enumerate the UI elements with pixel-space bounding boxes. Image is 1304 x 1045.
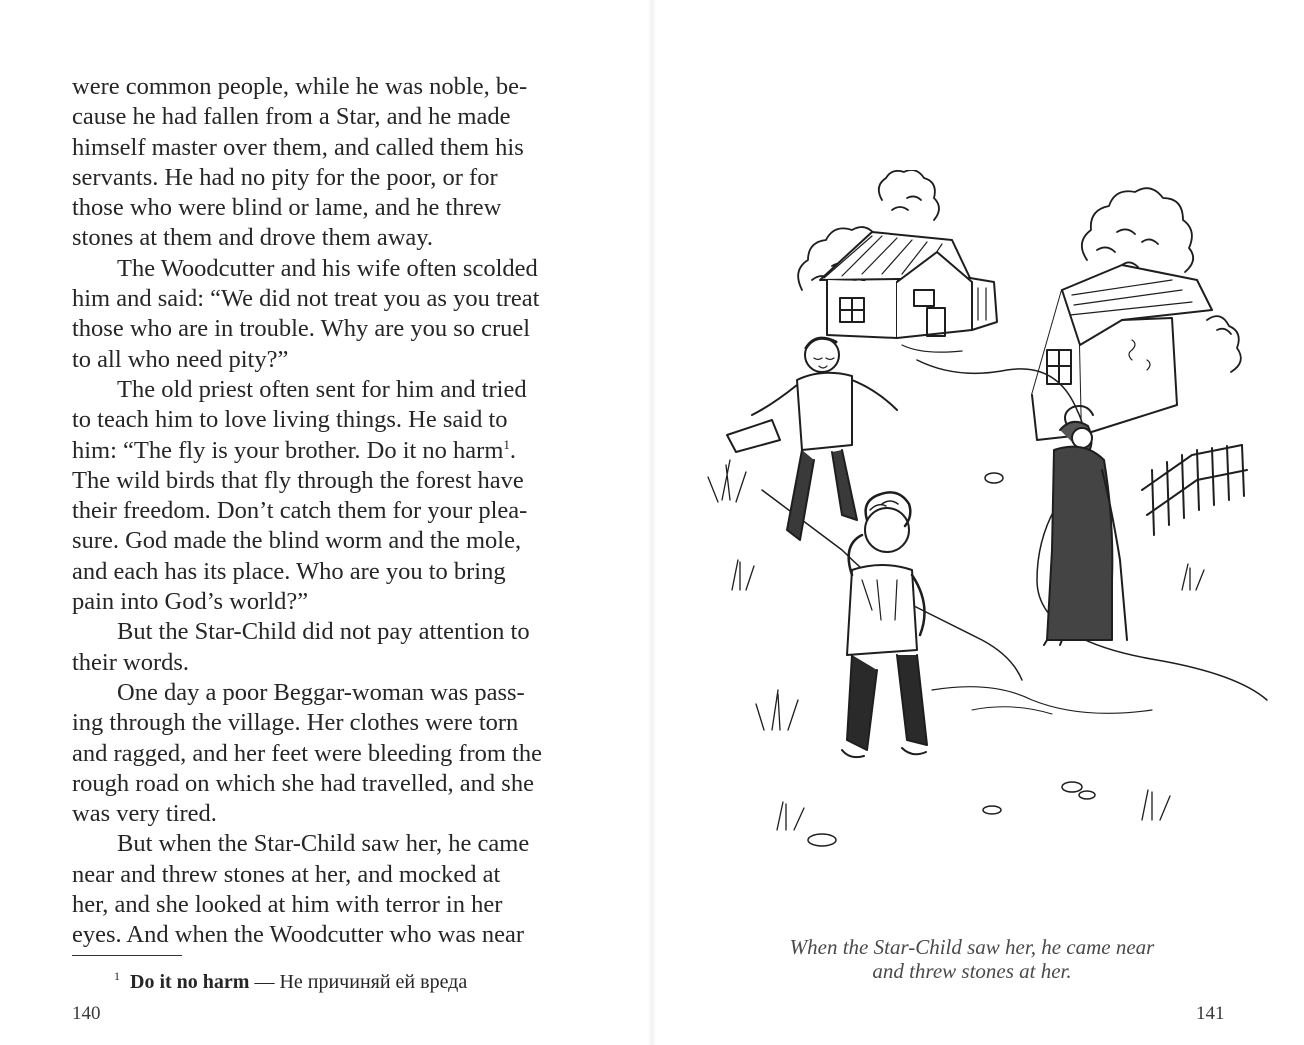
man-figure [727,338,897,540]
text-line: But the Star-Child did not pay attention to [117,618,530,646]
footnote [114,963,614,995]
star-child-figure [842,492,927,757]
text-line: The wild birds that fly through the forest have [72,466,524,494]
footnote-divider [72,955,182,956]
text-line: stones at them and drove them away. [72,224,434,252]
footnote-translation: — Не причиняй ей вреда [254,971,468,993]
page-number-right: 141 [1196,1003,1225,1024]
caption-line: and threw stones at her. [872,959,1072,983]
text-line: The Woodcutter and his wife often scolded [117,254,538,282]
text-line: their freedom. Don’t catch them for your plea- [72,497,528,525]
text-line: sure. God made the blind worm and the mole, [72,527,522,555]
illustration [702,170,1282,860]
text-line: But when the Star-Child saw her, he came [117,830,530,858]
story-text [72,72,602,951]
text-line: and each has its place. Who are you to bring [72,557,506,585]
caption-line: When the Star-Child saw her, he came near [789,935,1155,959]
house-right [1032,265,1212,440]
text-line: eyes. And when the Woodcutter who was near [72,921,525,949]
text-line: and ragged, and her feet were bleeding from the [72,739,543,767]
house-left [820,232,997,352]
beggar-woman-figure [1044,406,1127,645]
text-line: ing through the village. Her clothes were torn [72,709,519,737]
grass [708,460,1204,830]
text-line: their words. [72,648,190,676]
text-line: her, and she looked at him with terror in her [72,891,503,919]
text-line: rough road on which she had travelled, and she [72,769,534,797]
text-line: himself master over them, and called them his [72,133,524,161]
text-line: him and said: “We did not treat you as you treat [72,285,540,313]
footnote-number: 1 [114,969,120,983]
fence [1142,445,1247,535]
text-line: were common people, while he was noble, be- [72,73,528,100]
text-line: was very tired. [72,800,217,828]
text-line: near and threw stones at her, and mocked at [72,860,501,888]
footnote-reference[interactable]: 1 [503,436,510,452]
text-line: those who were blind or lame, and he threw [72,194,502,222]
page-number-left: 140 [72,1003,101,1024]
illustration-caption [732,935,1212,983]
text-line: pain into God’s world?” [72,588,309,616]
text-line: servants. He had no pity for the poor, or for [72,163,498,191]
text-line: those who are in trouble. Why are you so cruel [72,315,531,343]
text-line: cause he had fallen from a Star, and he made [72,103,511,131]
right-page [652,0,1304,1045]
text-line: to all who need pity?” [72,345,289,373]
footnote-term: Do it no harm [130,971,250,993]
text-line: One day a poor Beggar-woman was pass- [117,678,525,706]
text-line: to teach him to love living things. He said to [72,406,508,434]
text-line: The old priest often sent for him and tried [117,375,527,403]
text-line-with-footnote: him: “The fly is your brother. Do it no harm$^1$. [72,436,517,464]
